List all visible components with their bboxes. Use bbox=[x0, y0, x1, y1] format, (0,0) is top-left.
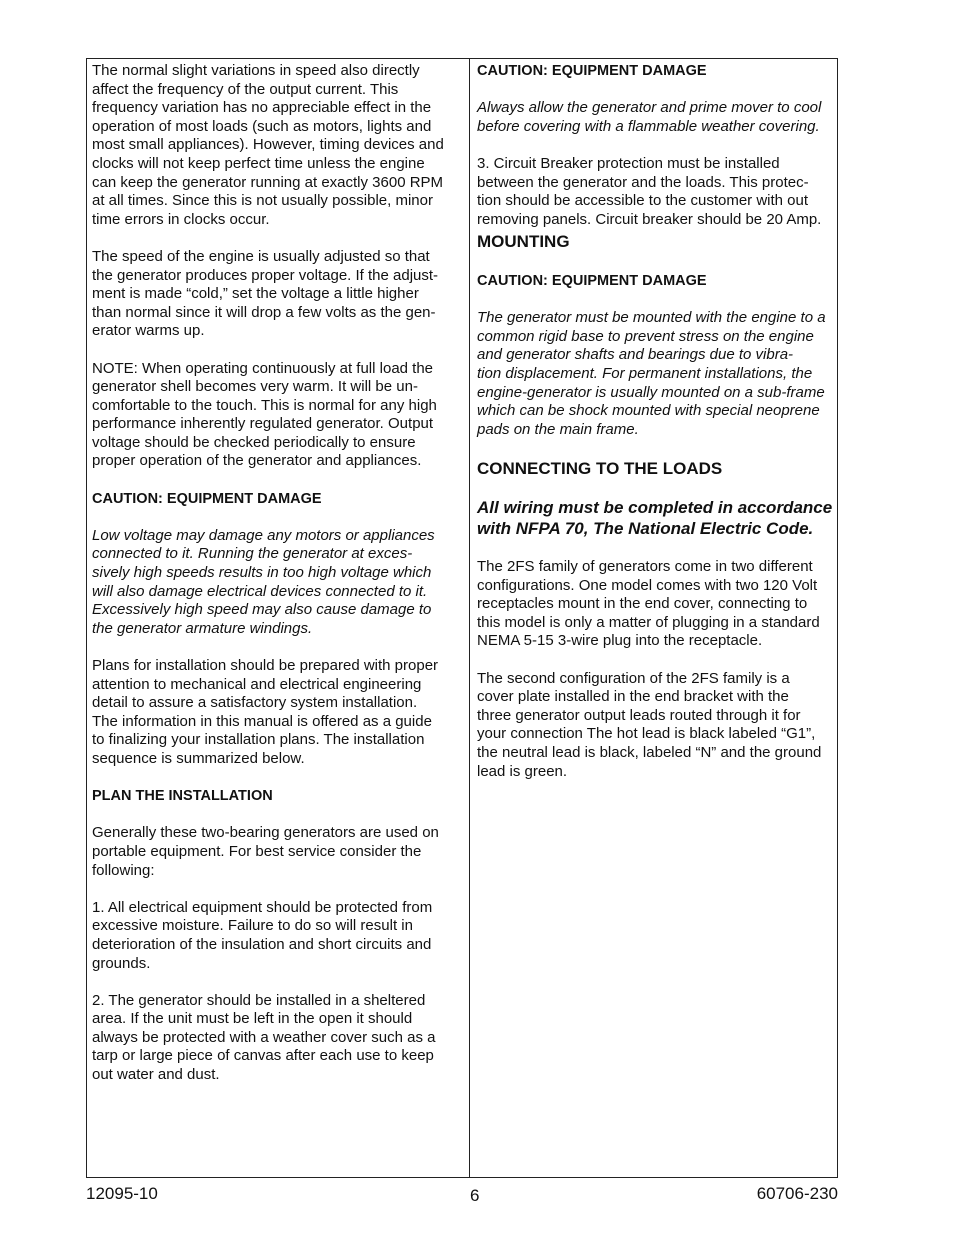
plan-installation-heading: PLAN THE INSTALLATION bbox=[92, 788, 273, 805]
item-1-moisture: 1. All electrical equipment should be protected from excessive moisture. Failure to do so will result in deterioration of the insulation and short circuits and grounds. bbox=[92, 898, 433, 972]
second-configuration-paragraph: The second configuration of the 2FS family is a cover plate installed in the end bracket with the three generator output leads routed through it for your connection The hot lead is black labeled “G1”, the neutral lead is black, labeled “N” and the ground lead is green. bbox=[477, 669, 822, 780]
footer-document-number: 12095-10 bbox=[86, 1184, 158, 1203]
caution-heading: CAUTION: EQUIPMENT DAMAGE bbox=[92, 490, 322, 507]
column-divider bbox=[469, 58, 470, 1178]
caution-heading: CAUTION: EQUIPMENT DAMAGE bbox=[477, 272, 707, 289]
two-bearing-paragraph: Generally these two-bearing generators are used on portable equipment. For best service consider the following: bbox=[92, 824, 439, 879]
footer-page-number: 6 bbox=[470, 1186, 480, 1205]
footer-part-number: 60706-230 bbox=[756, 1184, 838, 1203]
note-paragraph: NOTE: When operating continuously at full load the generator shell becomes very warm. It will be un- comfortable to the touch. This is normal for any high performance inherently regulated generator. Output voltage should be checked periodically to ensure proper operation of the generator and appliances. bbox=[92, 359, 437, 470]
item-3-circuit-breaker: 3. Circuit Breaker protection must be installed between the generator and the loads. This protec- tion should be accessible to the customer with out removing panels. Circuit breaker should be 20 Amp. bbox=[477, 154, 822, 228]
engine-speed-paragraph: The speed of the engine is usually adjusted so that the generator produces proper voltage. If the adjust- ment is made “cold,” set the voltage a little higher than normal since it will drop a few volts as the gen- erator warms up. bbox=[92, 247, 439, 340]
mounting-heading: MOUNTING bbox=[477, 232, 570, 252]
caution-mounting-text: The generator must be mounted with the engine to a common rigid base to prevent stress on the engine and generator shafts and bearings due to vibra- tion displacement. For permanent installations, the engine-generator is usually mounted on a sub-frame which can be shock mounted with special neoprene pads on the main frame. bbox=[477, 309, 826, 438]
item-2-sheltered: 2. The generator should be installed in a sheltered area. If the unit must be left in the open it should always be protected with a weather cover such as a tarp or large piece of canvas after each use to keep out water and dust. bbox=[92, 991, 436, 1084]
caution-cool-text: Always allow the generator and prime mover to cool before covering with a flammable weather covering. bbox=[477, 99, 822, 135]
left-column bbox=[92, 62, 464, 1103]
speed-variation-paragraph: The normal slight variations in speed also directly affect the frequency of the output current. This frequency variation has no appreciable effect in the operation of most loads (such as motors, lights and most small appliances). However, timing devices and clocks will not keep perfect time unless the engine can keep the generator running at exactly 3600 RPM at all times. Since this is not usually possible, minor time errors in clocks occur. bbox=[92, 62, 444, 228]
caution-low-voltage-text: Low voltage may damage any motors or appliances connected to it. Running the generator at exces- sively high speeds results in too high voltage which will also damage electrical devices connected to it. Excessively high speed may also cause damage to the generator armature windings. bbox=[92, 526, 435, 637]
caution-heading: CAUTION: EQUIPMENT DAMAGE bbox=[477, 63, 707, 79]
connecting-loads-heading: CONNECTING TO THE LOADS bbox=[477, 458, 723, 478]
nfpa-wiring-notice: All wiring must be completed in accordance with NFPA 70, The National Electric Code. bbox=[477, 498, 833, 538]
right-column bbox=[477, 62, 839, 800]
installation-plans-paragraph: Plans for installation should be prepared with proper attention to mechanical and electrical engineering detail to assure a satisfactory system installation. The information in this manual is offered as a guide to finalizing your installation plans. The installation sequence is summarized below. bbox=[92, 657, 439, 767]
configurations-paragraph: The 2FS family of generators come in two different configurations. One model comes with two 120 Volt receptacles mount in the end cover, connecting to this model is only a matter of plugging in a standard NEMA 5-15 3-wire plug into the receptacle. bbox=[477, 558, 820, 650]
